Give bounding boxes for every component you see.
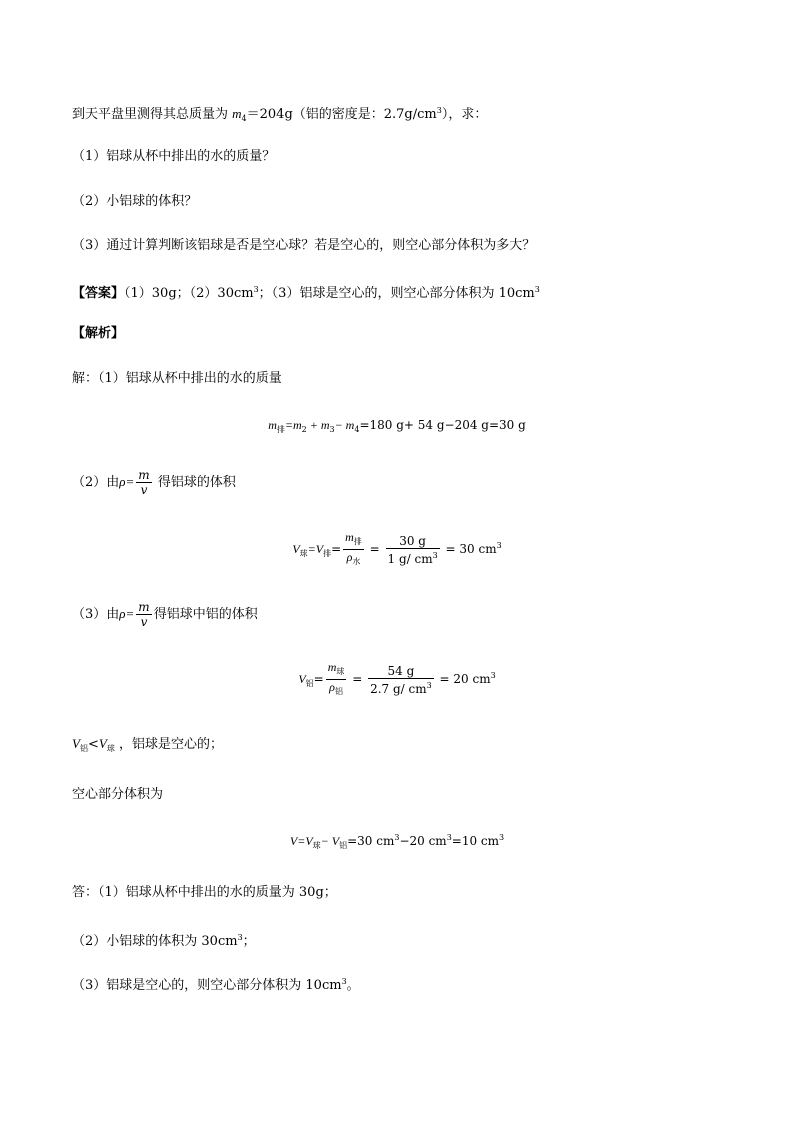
step3-text-a: （3）由 bbox=[72, 607, 120, 622]
intro-text-c: ），求： bbox=[441, 107, 488, 122]
solution-step-4: 空心部分体积为 bbox=[72, 787, 164, 802]
answer-sup-2: 3 bbox=[534, 285, 540, 294]
density-fraction bbox=[136, 468, 151, 497]
cmp-lt: < bbox=[87, 737, 99, 752]
equation-3 bbox=[0, 660, 794, 699]
rho-symbol: ρ= bbox=[119, 474, 135, 489]
eq2-num-m: m bbox=[345, 530, 354, 544]
eq1-sub-2: 2 bbox=[301, 425, 307, 434]
solution-step-3 bbox=[72, 600, 258, 629]
frac2-v: v bbox=[136, 614, 151, 629]
equation-2 bbox=[0, 530, 794, 569]
eq4-V-qiu: =V bbox=[297, 834, 313, 848]
eq1-m4: − m bbox=[334, 418, 355, 432]
eq2-V2: =V bbox=[307, 542, 324, 556]
eq2-den2: 1 g/ cm bbox=[387, 551, 433, 566]
frac-v: v bbox=[136, 482, 151, 497]
cmp-V1: V bbox=[72, 736, 80, 751]
question-1: （1）铝球从杯中排出的水的质量？ bbox=[72, 149, 276, 164]
frac2-m: m bbox=[138, 600, 150, 614]
eq2-den-rho: ρ bbox=[346, 550, 353, 564]
step2-text-a: （2）由 bbox=[72, 475, 120, 490]
intro-sub: 4 bbox=[241, 114, 247, 123]
eq2-result-sup: 3 bbox=[496, 541, 502, 550]
eq3-fraction-1 bbox=[326, 660, 347, 699]
eq1-sub-4: 4 bbox=[354, 425, 360, 434]
eq2-V: V bbox=[292, 542, 300, 556]
eq3-equals: = bbox=[313, 672, 324, 686]
eq2-fraction-2 bbox=[386, 534, 440, 566]
eq1-sub-3: 3 bbox=[329, 425, 335, 434]
eq4-V-lv: − V bbox=[320, 834, 340, 848]
ans3-sup: 3 bbox=[341, 977, 347, 986]
eq2-equals-2: = bbox=[365, 542, 384, 556]
eq4-val1: =30 cm bbox=[347, 834, 395, 848]
eq4-sup3: 3 bbox=[499, 833, 505, 842]
answer-sup-1: 3 bbox=[253, 285, 259, 294]
step3-text-b: 得铝球中铝的体积 bbox=[153, 607, 258, 622]
answer-line bbox=[72, 281, 540, 303]
comparison-line bbox=[72, 735, 223, 758]
cmp-text: ，铝球是空心的； bbox=[114, 737, 223, 752]
eq4-sub-qiu: 球 bbox=[312, 841, 321, 850]
ans3-text-b: 。 bbox=[346, 978, 360, 993]
eq3-num-m: m bbox=[327, 660, 337, 674]
analysis-label: 【解析】 bbox=[72, 326, 125, 341]
solution-step-2 bbox=[72, 468, 236, 497]
final-answer-2 bbox=[72, 929, 256, 951]
eq3-result: = 20 cm bbox=[435, 672, 491, 686]
eq3-den2-sup: 3 bbox=[426, 680, 432, 690]
question-2: （2）小铝球的体积？ bbox=[72, 194, 198, 209]
answer-text-b: ；（3）铝球是空心的，则空心部分体积为 10cm bbox=[258, 286, 535, 301]
eq3-result-sup: 3 bbox=[490, 671, 496, 680]
eq2-fraction-1 bbox=[343, 530, 364, 569]
final-answer-1: 答：（1）铝球从杯中排出的水的质量为 30g； bbox=[72, 885, 337, 900]
cmp-sub2: 球 bbox=[106, 744, 115, 753]
eq3-V: V bbox=[298, 672, 306, 686]
eq2-sub-qiu: 球 bbox=[299, 549, 308, 558]
answer-label: 【答案】 bbox=[72, 286, 125, 301]
eq4-sub-lv: 铝 bbox=[339, 841, 348, 850]
question-3: （3）通过计算判断该铝球是否是空心球？若是空心的，则空心部分体积为多大？ bbox=[72, 238, 536, 253]
eq2-den2-sup: 3 bbox=[432, 550, 438, 560]
eq2-sub-pai: 排 bbox=[323, 549, 332, 558]
eq3-fraction-2 bbox=[368, 664, 434, 696]
intro-text-b: ＝204g（铝的密度是：2.7g/cm bbox=[246, 107, 437, 122]
eq2-result: = 30 cm bbox=[441, 542, 497, 556]
eq1-m: m bbox=[268, 418, 277, 432]
intro-sup: 3 bbox=[436, 106, 442, 115]
eq2-den-sub: 水 bbox=[352, 557, 361, 566]
final-answer-3 bbox=[72, 973, 360, 995]
eq3-equals-2: = bbox=[348, 672, 367, 686]
ans2-text-b: ； bbox=[242, 934, 256, 949]
equation-1 bbox=[0, 418, 794, 435]
eq1-m3: + m bbox=[306, 418, 330, 432]
step2-text-b: 得铝球的体积 bbox=[153, 475, 236, 490]
eq3-den2: 2.7 g/ cm bbox=[370, 681, 427, 696]
eq4-sup2: 3 bbox=[446, 833, 452, 842]
eq4-sup1: 3 bbox=[394, 833, 400, 842]
cmp-V2: V bbox=[98, 736, 107, 751]
solution-step-1: 解：（1）铝球从杯中排出的水的质量 bbox=[72, 371, 282, 386]
eq4-val2: −20 cm bbox=[399, 834, 447, 848]
eq2-num-sub: 排 bbox=[353, 537, 362, 546]
frac-m: m bbox=[138, 468, 150, 482]
eq3-den-sub: 铝 bbox=[334, 687, 343, 696]
equation-4 bbox=[0, 833, 794, 851]
eq3-sub-lv: 铝 bbox=[305, 679, 314, 688]
ans2-text-a: （2）小铝球的体积为 30cm bbox=[72, 934, 238, 949]
ans3-text-a: （3）铝球是空心的，则空心部分体积为 10cm bbox=[72, 978, 342, 993]
eq2-num2: 30 g bbox=[399, 533, 426, 548]
eq1-sub-pai: 排 bbox=[276, 425, 285, 434]
eq3-num2: 54 g bbox=[387, 663, 415, 678]
density-fraction-2 bbox=[136, 600, 151, 629]
eq1-rest: =180 g+ 54 g−204 g=30 g bbox=[359, 418, 526, 432]
ans2-sup: 3 bbox=[237, 933, 243, 942]
intro-m: m bbox=[232, 106, 242, 121]
answer-text-a: （1）30g；（2）30cm bbox=[124, 286, 254, 301]
eq1-m2: =m bbox=[284, 418, 302, 432]
eq4-val3: =10 cm bbox=[451, 834, 500, 848]
eq4-V: V bbox=[289, 834, 298, 848]
intro-text-a: 到天平盘里测得其总质量为 bbox=[72, 107, 233, 122]
eq3-den-rho: ρ bbox=[329, 680, 335, 694]
eq3-num-sub: 球 bbox=[336, 667, 345, 676]
eq2-equals: = bbox=[331, 542, 342, 556]
rho-symbol-2: ρ= bbox=[119, 606, 135, 621]
problem-intro bbox=[72, 102, 487, 128]
cmp-sub1: 铝 bbox=[79, 744, 88, 753]
